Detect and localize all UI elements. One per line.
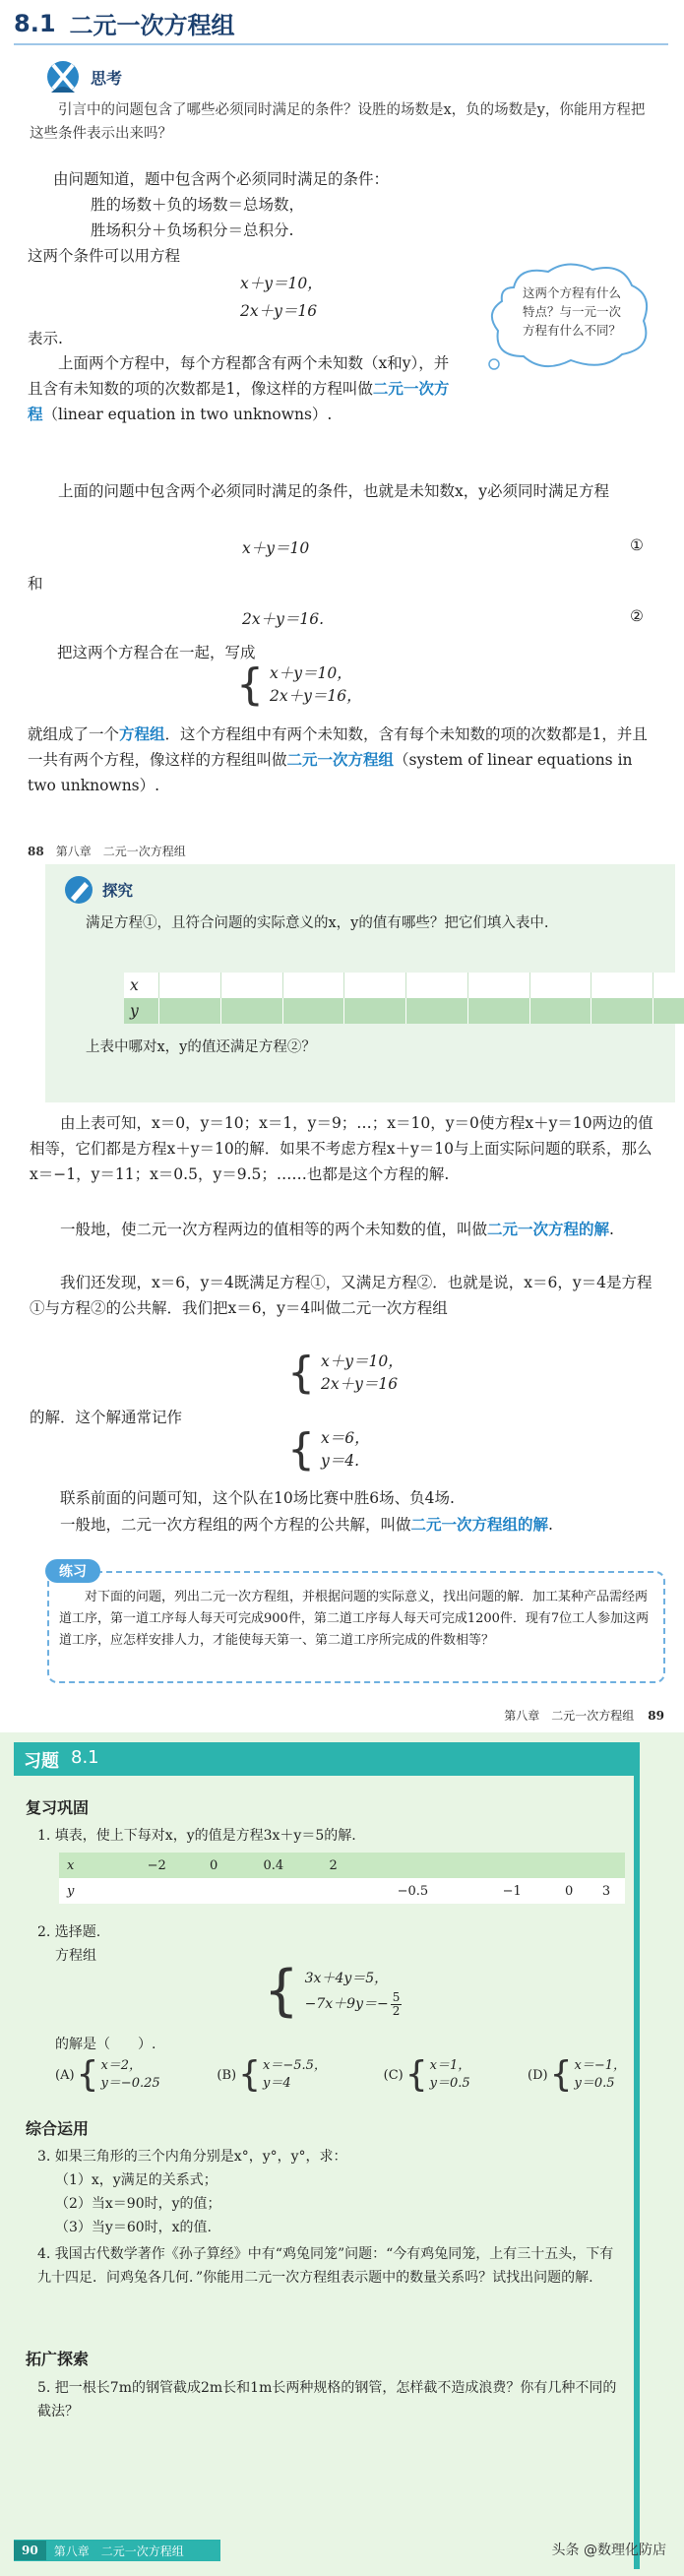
cell bbox=[588, 1853, 625, 1878]
explore-icon bbox=[63, 874, 96, 906]
def2-en: （system of linear equations in two unknowns）. bbox=[28, 751, 633, 794]
review-title: 复习巩固 bbox=[26, 1798, 90, 1817]
system-two-b: 2x＋y＝16 bbox=[321, 1375, 399, 1393]
fraction-numerator: 5 bbox=[392, 1989, 401, 2004]
def2-pre: 就组成了一个 bbox=[28, 725, 120, 743]
def4-post: . bbox=[548, 1516, 553, 1534]
fill-table-y-row bbox=[59, 1878, 625, 1904]
explore-label-group bbox=[63, 874, 133, 906]
brace-icon: { bbox=[76, 2054, 99, 2095]
system-one bbox=[236, 662, 362, 708]
exercise-side-bar bbox=[634, 1742, 640, 2569]
cond-intro: 由问题知道，题中包含两个必须同时满足的条件： bbox=[53, 170, 390, 188]
cell bbox=[118, 1878, 195, 1904]
cell: 3 bbox=[601, 1883, 611, 1899]
cell: 0.4 bbox=[263, 1857, 284, 1873]
chapter-title: 第八章 二元一次方程组 bbox=[55, 845, 186, 858]
brace-icon: { bbox=[404, 2054, 428, 2095]
solution-x: x＝6， bbox=[321, 1429, 370, 1447]
fill-table bbox=[59, 1853, 625, 1904]
cloud-text: 这两个方程有什么特点？与一元一次方程有什么不同？ bbox=[522, 285, 621, 338]
chapter-title: 第八章 二元一次方程组 bbox=[504, 1709, 635, 1723]
def3-post: . bbox=[609, 1221, 614, 1238]
explore-label: 探究 bbox=[102, 882, 134, 900]
question-five: 5. 把一根长7m的钢管截成2m长和1m长两种规格的钢管，怎样截不造成浪费？你有几种不同的截法？ bbox=[37, 2380, 617, 2419]
cell: −2 bbox=[147, 1857, 166, 1873]
choice-c[interactable] bbox=[383, 2054, 471, 2095]
question-two: 2. 选择题. bbox=[37, 1924, 101, 1940]
def2-mid: ．这个方程组中有两个未知数，含有每个未知数的项的次数都是1，并且一共有两个方程，像这样的方程组叫做 bbox=[28, 725, 648, 769]
brace-icon: { bbox=[287, 1424, 315, 1475]
choice-c-y: y＝0.5 bbox=[429, 2076, 470, 2091]
cell: x bbox=[67, 1857, 75, 1873]
think-label: 思考 bbox=[91, 68, 123, 88]
explore-text: 满足方程①，且符合问题的实际意义的x，y的值有哪些？把它们填入表中. bbox=[86, 915, 549, 931]
cell bbox=[315, 1878, 352, 1904]
apply-title: 综合运用 bbox=[26, 2119, 90, 2138]
table-row bbox=[124, 998, 684, 1024]
think-text: 引言中的问题包含了哪些必须同时满足的条件？设胜的场数是x，负的场数是y，你能用方程把这些条件表示出来吗？ bbox=[30, 102, 646, 142]
cell: 0 bbox=[210, 1857, 218, 1873]
page-two bbox=[0, 837, 684, 1349]
question-three-part2: （2）当x＝90时，y的值； bbox=[55, 2196, 221, 2212]
cell: 0 bbox=[564, 1883, 574, 1899]
question-two-system bbox=[264, 1959, 402, 2023]
cond-one: 胜的场数＋负的场数＝总场数， bbox=[91, 196, 305, 214]
choice-a[interactable] bbox=[55, 2054, 160, 2095]
page-two-cont bbox=[0, 1349, 684, 1688]
q2-eq-a: 3x＋4y＝5， bbox=[304, 1970, 389, 1986]
cell: y bbox=[67, 1883, 75, 1899]
fill-table-x-row bbox=[59, 1853, 625, 1878]
q2-eq-b: −7x＋9y＝− bbox=[304, 1996, 389, 2012]
explore-table bbox=[124, 973, 684, 1024]
fraction bbox=[391, 1991, 403, 2018]
marker-one: ① bbox=[630, 536, 644, 554]
choice-d-y: y＝0.5 bbox=[574, 2076, 615, 2091]
watermark: 头条 @数理化防店 bbox=[551, 2543, 666, 2558]
para-result: 联系前面的问题可知，这个队在10场比赛中胜6场、负4场. bbox=[60, 1489, 455, 1507]
definition-system bbox=[28, 722, 657, 798]
section-number: 8.1 bbox=[14, 9, 56, 37]
system-one-a: x＋y＝10， bbox=[270, 664, 352, 682]
heading-rule bbox=[14, 43, 668, 45]
para-common-solution: 我们还发现，x＝6，y＝4既满足方程①，又满足方程②．也就是说，x＝6，y＝4是方程①与方程②的公共解．我们把x＝6，y＝4叫做二元一次方程组 bbox=[30, 1274, 653, 1317]
question-one: 1. 填表，使上下每对x，y的值是方程3x＋y＝5的解. bbox=[37, 1828, 356, 1844]
extension-title: 拓广探索 bbox=[26, 2350, 90, 2368]
brace-icon: { bbox=[287, 1349, 315, 1398]
marker-two: ② bbox=[630, 607, 644, 625]
choice-b-x: x＝−5.5， bbox=[263, 2058, 327, 2073]
eq-two: 2x＋y＝16. bbox=[242, 610, 325, 628]
think-icon bbox=[43, 59, 83, 94]
fraction-denominator: 2 bbox=[392, 2003, 401, 2018]
table-question: 上表中哪对x，y的值还满足方程②？ bbox=[86, 1039, 316, 1055]
cell: −1 bbox=[502, 1883, 522, 1899]
term-system: 方程组 bbox=[119, 724, 165, 743]
section-title: 二元一次方程组 bbox=[69, 12, 235, 39]
para-table-analysis: 由上表可知，x＝0，y＝10；x＝1，y＝9；…；x＝10，y＝0使方程x＋y＝10两边的值相等，它们都是方程x＋y＝10的解．如果不考虑方程x＋y＝10与上面实际问题的联系，那么x＝−1，y＝11；x＝0.5，y＝9.5；……也都是这个方程的解. bbox=[30, 1114, 653, 1183]
definition-solution bbox=[30, 1217, 659, 1242]
and-word: 和 bbox=[28, 575, 43, 593]
eq-b: 2x＋y＝16 bbox=[240, 302, 318, 320]
choice-label: (C) bbox=[383, 2067, 404, 2083]
question-three-part1: （1）x，y满足的关系式； bbox=[55, 2172, 218, 2188]
choice-a-y: y＝−0.25 bbox=[100, 2076, 160, 2091]
system-two-a: x＋y＝10， bbox=[321, 1352, 404, 1370]
system-two bbox=[287, 1351, 404, 1396]
footer-chapter: 第八章 二元一次方程组 bbox=[53, 2544, 184, 2558]
cell bbox=[352, 1853, 474, 1878]
practice-box bbox=[47, 1564, 665, 1683]
choice-c-x: x＝1， bbox=[429, 2058, 471, 2073]
section-heading bbox=[14, 6, 235, 40]
system-one-b: 2x＋y＝16， bbox=[270, 687, 362, 705]
page-one bbox=[0, 0, 684, 536]
cell: 2 bbox=[329, 1857, 338, 1873]
page-three-top bbox=[0, 1693, 684, 1732]
brace-icon: { bbox=[549, 2054, 573, 2095]
solution-pair bbox=[287, 1424, 370, 1475]
term-system-solution: 二元一次方程组的解 bbox=[410, 1515, 549, 1534]
exercise-label: 习题 bbox=[24, 1751, 59, 1772]
exercise-number: 8.1 bbox=[71, 1747, 99, 1768]
page-number: 89 bbox=[648, 1708, 664, 1723]
choice-d[interactable] bbox=[528, 2054, 626, 2095]
brace-icon: { bbox=[236, 660, 264, 710]
combine: 把这两个方程合在一起，写成 bbox=[57, 644, 256, 661]
table-row bbox=[124, 973, 684, 998]
question-three-part3: （3）当y＝60时，x的值. bbox=[55, 2220, 212, 2235]
def4-pre: 一般地，二元一次方程组的两个方程的公共解，叫做 bbox=[60, 1516, 411, 1534]
choice-a-x: x＝2， bbox=[100, 2058, 143, 2073]
exercise-page bbox=[0, 1732, 684, 2576]
question-two-prompt: 的解是（ ）. bbox=[55, 2037, 156, 2052]
question-four: 4. 我国古代数学著作《孙子算经》中有“鸡兔同笼”问题：“今有鸡兔同笼，上有三十五头，下有九十四足．问鸡兔各几何．”你能用二元一次方程组表示题中的数量关系吗？试找出问题的解. bbox=[37, 2246, 614, 2286]
footer-page: 90 bbox=[14, 2541, 46, 2560]
page-two-header bbox=[28, 843, 186, 859]
q2-eq-b-group bbox=[305, 1991, 403, 2018]
choice-label: (B) bbox=[217, 2067, 237, 2083]
cell bbox=[473, 1853, 550, 1878]
footer-strip bbox=[14, 2540, 220, 2561]
can-write: 这两个条件可以用方程 bbox=[28, 247, 181, 265]
def1-pre: 上面两个方程中，每个方程都含有两个未知数（x和y），并且含有未知数的项的次数都是1，像这样的方程叫做 bbox=[28, 354, 450, 398]
page-three-header bbox=[504, 1707, 664, 1724]
solution-intro: 的解．这个解通常记作 bbox=[30, 1409, 183, 1426]
exercise-banner bbox=[14, 1742, 634, 1776]
question-two-sub: 方程组 bbox=[55, 1948, 96, 1964]
term-solution: 二元一次方程的解 bbox=[487, 1220, 610, 1238]
page-one-cont bbox=[0, 536, 684, 832]
choice-b-y: y＝4 bbox=[263, 2076, 291, 2091]
def3-pre: 一般地，使二元一次方程两边的值相等的两个未知数的值，叫做 bbox=[60, 1221, 488, 1238]
thought-cloud bbox=[484, 258, 656, 374]
choice-list bbox=[55, 2054, 626, 2095]
explore-box bbox=[45, 864, 675, 1102]
cell bbox=[232, 1878, 315, 1904]
express: 表示. bbox=[28, 330, 63, 347]
question-three: 3. 如果三角形的三个内角分别是x°，y°，y°，求： bbox=[37, 2149, 347, 2165]
def1-en: （linear equation in two unknowns）. bbox=[42, 406, 333, 423]
cell bbox=[550, 1853, 588, 1878]
practice-label: 练习 bbox=[45, 1559, 100, 1583]
choice-b[interactable] bbox=[217, 2054, 327, 2095]
table-head-y: y bbox=[124, 998, 159, 1024]
choice-label: (D) bbox=[528, 2067, 548, 2083]
cell bbox=[195, 1878, 232, 1904]
choice-d-x: x＝−1， bbox=[574, 2058, 626, 2073]
term-linear-equation: 二元一次方程 bbox=[28, 379, 450, 423]
term-linear-system: 二元一次方程组 bbox=[286, 750, 395, 769]
solution-y: y＝4. bbox=[321, 1452, 360, 1470]
eq-a: x＋y＝10， bbox=[240, 275, 323, 292]
para-two: 上面的问题中包含两个必须同时满足的条件，也就是未知数x，y必须同时满足方程 bbox=[58, 482, 610, 500]
brace-icon: { bbox=[264, 1959, 299, 2023]
definition-linear-equation bbox=[28, 350, 451, 427]
choice-label: (A) bbox=[55, 2067, 75, 2083]
brace-icon: { bbox=[238, 2054, 261, 2095]
practice-text: 对下面的问题，列出二元一次方程组，并根据问题的实际意义，找出问题的解．加工某种产品需经两道工序，第一道工序每人每天可完成900件，第二道工序每人每天可完成1200件．现有7位工人参加这两道工序，应怎样安排人力，才能使每天第一、第二道工序所完成的件数相等？ bbox=[59, 1590, 650, 1648]
eq-one: x＋y＝10 bbox=[242, 539, 310, 557]
definition-system-solution bbox=[30, 1512, 659, 1538]
think-label-group bbox=[43, 59, 122, 94]
cond-two: 胜场积分＋负场积分＝总积分. bbox=[91, 221, 294, 239]
cell: −0.5 bbox=[397, 1883, 429, 1899]
page-number: 88 bbox=[28, 844, 44, 858]
table-head-x: x bbox=[124, 973, 159, 998]
